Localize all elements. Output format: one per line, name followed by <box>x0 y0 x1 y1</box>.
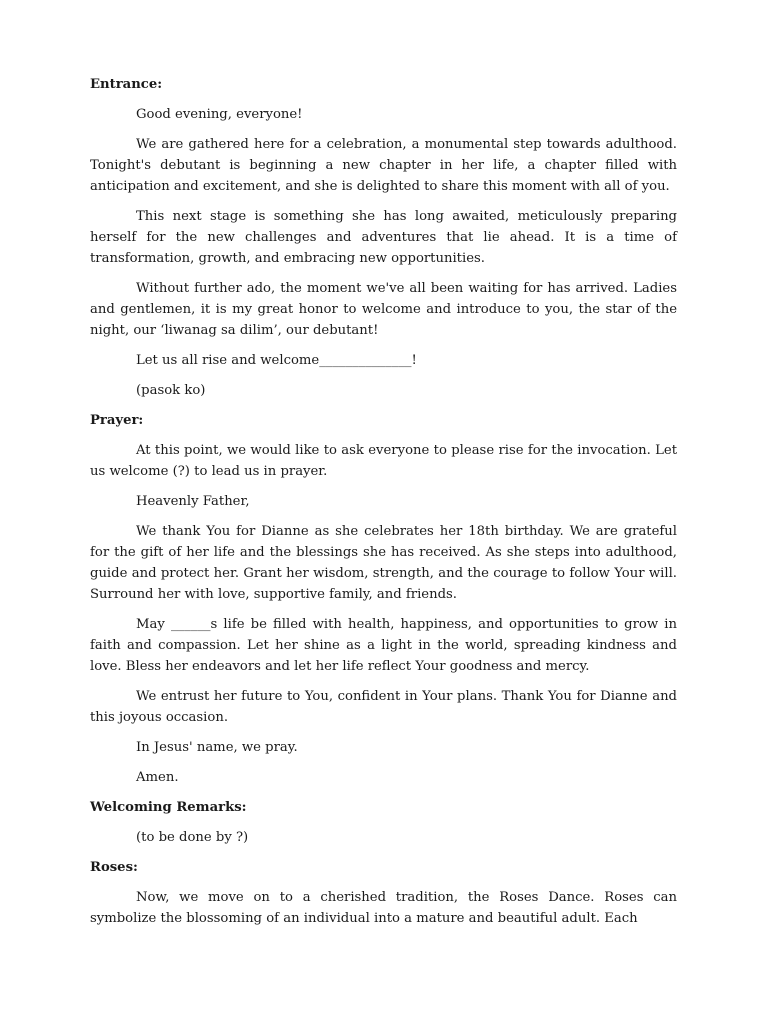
paragraph: This next stage is something she has long awaited, meticulously preparing herself for the new challenges and adventures that lie ahead. It is a time of transformation, growth, and embracing new opportunities. <box>90 209 677 266</box>
paragraph: We entrust her future to You, confident in Your plans. Thank You for Dianne and this joyous occasion. <box>90 689 677 725</box>
paragraph: At this point, we would like to ask everyone to please rise for the invocation. Let us welcome (?) to lead us in prayer. <box>90 443 677 479</box>
document-body <box>90 74 677 938</box>
paragraph: Let us all rise and welcome______________! <box>136 353 417 368</box>
paragraph: Good evening, everyone! <box>136 107 303 122</box>
paragraph: (to be done by ?) <box>136 830 249 845</box>
section-heading-roses: Roses: <box>90 860 138 875</box>
section-heading-welcoming-remarks: Welcoming Remarks: <box>90 800 247 815</box>
section-heading-prayer: Prayer: <box>90 413 144 428</box>
paragraph: Now, we move on to a cherished tradition, the Roses Dance. Roses can symbolize the blossoming of an individual into a mature and beautiful adult. Each <box>90 890 677 926</box>
paragraph: Without further ado, the moment we've all been waiting for has arrived. Ladies and gentlemen, it is my great honor to welcome and introduce to you, the star of the night, our ‘liwanag sa dilim’, our debutant! <box>90 281 677 338</box>
paragraph: (pasok ko) <box>136 383 206 398</box>
paragraph: Heavenly Father, <box>136 494 250 509</box>
section-heading-entrance: Entrance: <box>90 77 163 92</box>
paragraph: May ______s life be filled with health, happiness, and opportunities to grow in faith and compassion. Let her shine as a light in the world, spreading kindness and love. Bless her endeavors and let her life reflect Your goodness and mercy. <box>90 617 677 674</box>
paragraph: Amen. <box>136 770 179 785</box>
paragraph: In Jesus' name, we pray. <box>136 740 298 755</box>
paragraph: We thank You for Dianne as she celebrates her 18th birthday. We are grateful for the gift of her life and the blessings she has received. As she steps into adulthood, guide and protect her. Grant her wisdom, strength, and the courage to follow Your will. Surround her with love, supportive family, and friends. <box>90 524 677 602</box>
paragraph: We are gathered here for a celebration, a monumental step towards adulthood. Tonight's debutant is beginning a new chapter in her life, a chapter filled with anticipation and excitement, and she is delighted to share this moment with all of you. <box>90 137 677 194</box>
